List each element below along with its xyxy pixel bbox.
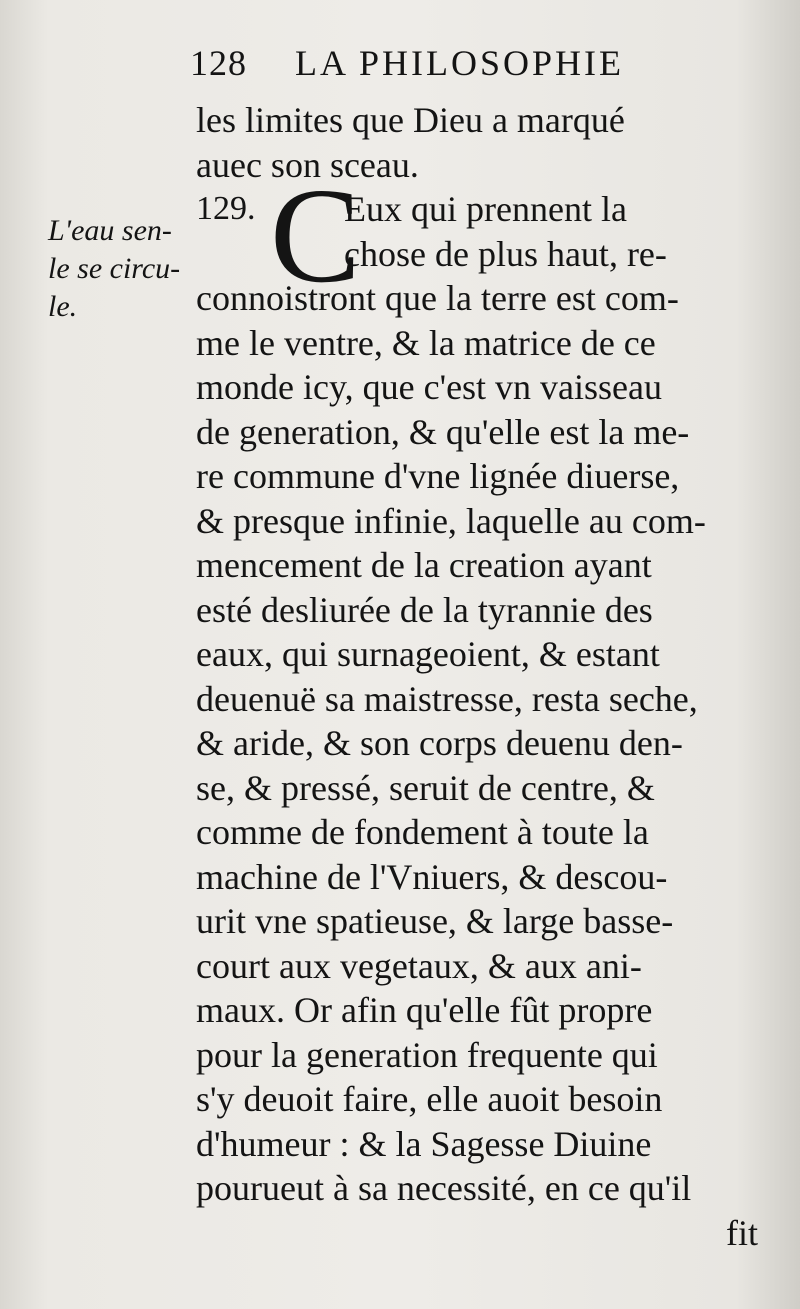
text-line: esté desliurée de la tyrannie des <box>196 589 653 630</box>
drop-cap: C <box>270 161 361 311</box>
text-line: machine de l'Vniuers, & descou- <box>196 856 668 897</box>
text-line: connoistront que la terre est com- <box>196 278 679 318</box>
text-line: monde icy, que c'est vn vaisseau <box>196 367 663 407</box>
text-line: se, & pressé, seruit de centre, & <box>196 767 655 808</box>
text-line: pourueut à sa necessité, en ce qu'il <box>196 1168 692 1208</box>
body-text <box>196 98 758 1255</box>
page-number: 128 <box>190 43 247 83</box>
page-header <box>190 42 760 102</box>
text-line: urit vne spatieuse, & large basse- <box>196 901 674 941</box>
margin-note-line: L'eau sen- <box>48 214 172 247</box>
margin-note <box>48 212 188 326</box>
text-line: comme de fondement à toute la <box>196 812 649 852</box>
text-line: re commune d'vne lignée diuerse, <box>196 456 680 496</box>
text-line: auec son sceau. <box>196 144 419 185</box>
margin-note-line: le se circu- <box>48 252 181 285</box>
margin-note-line: le. <box>48 290 78 323</box>
section-number: 129. <box>196 190 256 227</box>
text-line: chose de plus haut, re- <box>344 233 667 274</box>
text-line: eaux, qui surnageoient, & estant <box>196 634 660 674</box>
text-line: de generation, & qu'elle est la me- <box>196 411 690 452</box>
text-line: & aride, & son corps deuenu den- <box>196 723 683 763</box>
running-head: LA PHILOSOPHIE <box>295 43 625 83</box>
text-line: mencement de la creation ayant <box>196 545 652 585</box>
text-line: pour la generation frequente qui <box>196 1034 658 1075</box>
text-line: s'y deuoit faire, elle auoit besoin <box>196 1079 663 1119</box>
text-line: d'humeur : & la Sagesse Diuine <box>196 1123 652 1164</box>
text-line: court aux vegetaux, & aux ani- <box>196 945 642 986</box>
text-line: & presque infinie, laquelle au com- <box>196 500 706 541</box>
text-line: maux. Or afin qu'elle fût propre <box>196 990 653 1030</box>
text-line: deuenuë sa maistresse, resta seche, <box>196 678 698 719</box>
text-line: Eux qui prennent la <box>344 189 627 229</box>
text-line: les limites que Dieu a marqué <box>196 100 625 140</box>
text-line: me le ventre, & la matrice de ce <box>196 322 656 363</box>
catchword: fit <box>726 1212 758 1253</box>
